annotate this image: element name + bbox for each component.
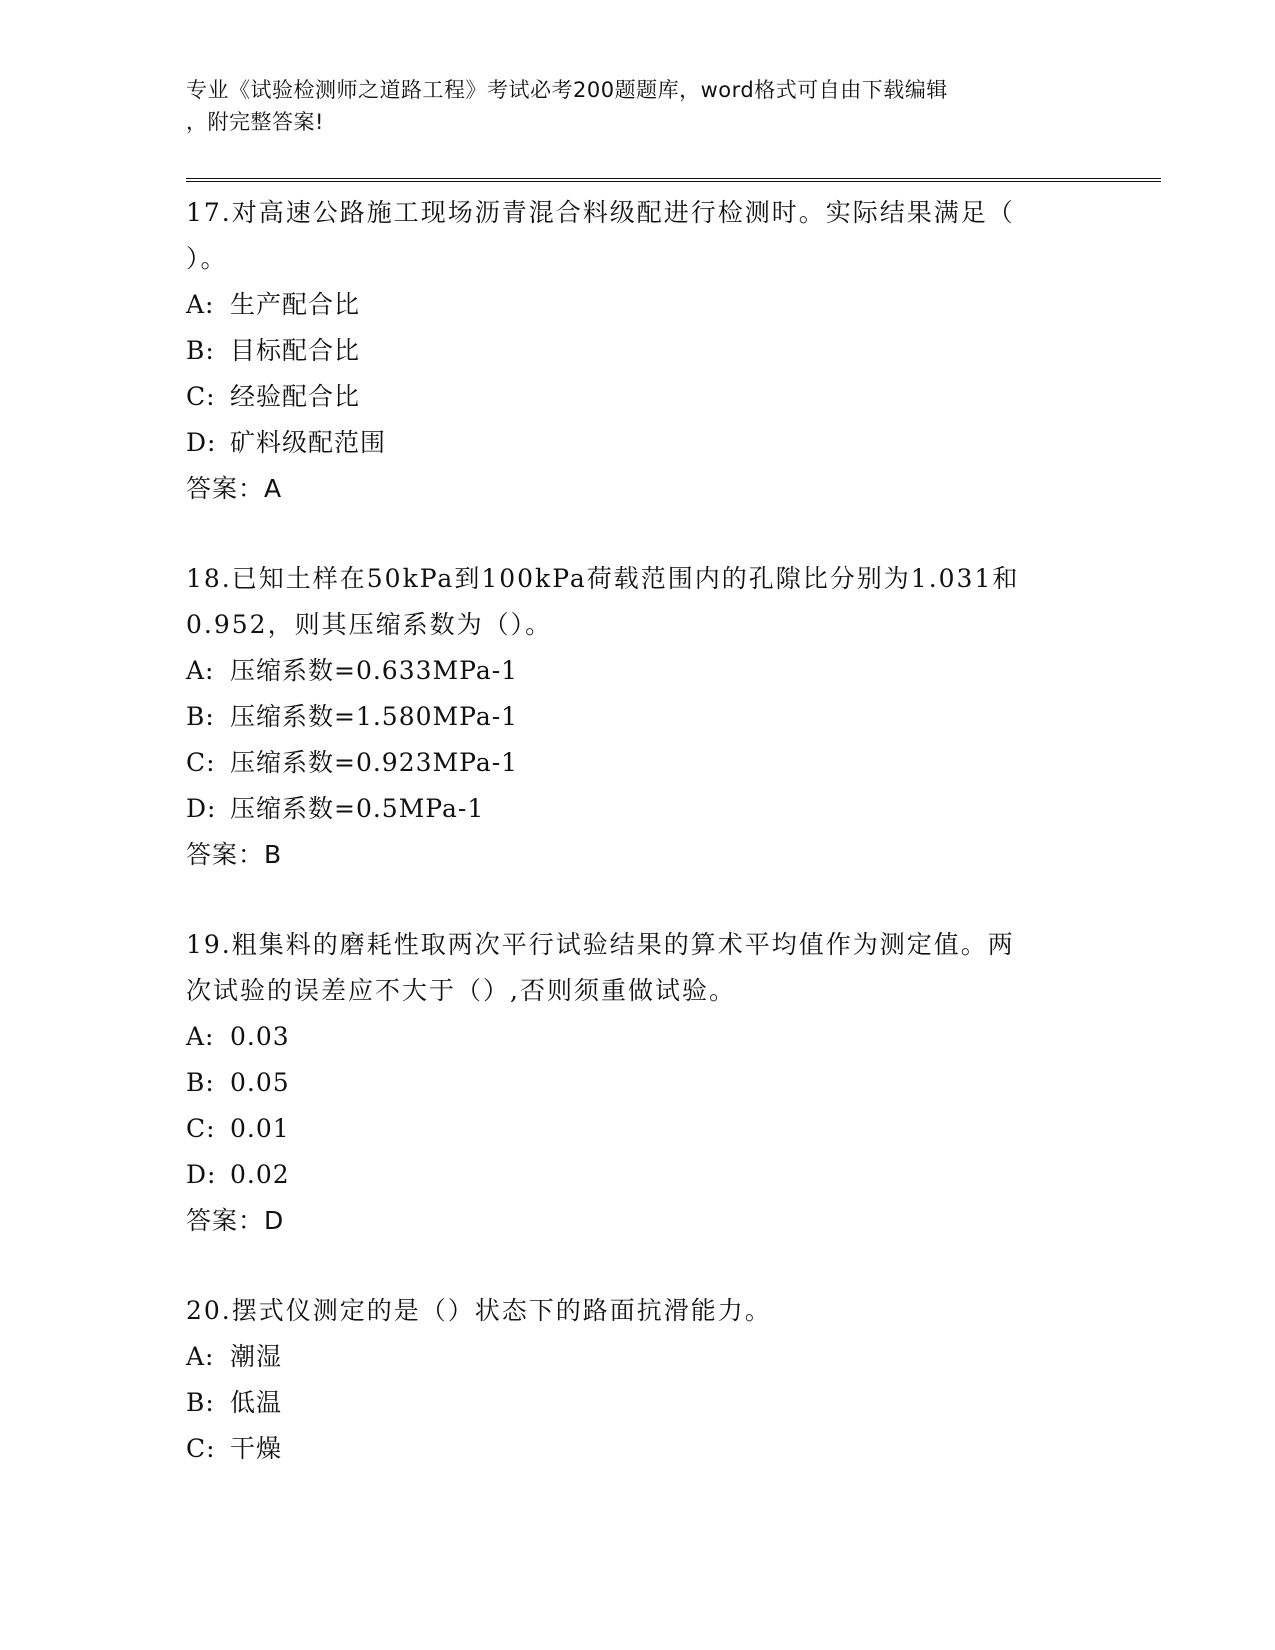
option-key: B: [186,1388,215,1417]
stem-line: 0.952，则其压缩系数为（）。 [186,610,553,639]
option-key: A: [186,1022,215,1051]
option-c [186,1106,1086,1152]
option-a [186,648,1086,694]
option-a [186,1334,1086,1380]
option-text: 0.02 [230,1160,290,1189]
option-text: 经验配合比 [230,382,361,411]
answer-line: 答案：A [186,474,283,503]
question-19 [186,922,1086,1244]
option-key: A: [186,656,215,685]
question-17 [186,190,1086,512]
option-a [186,1014,1086,1060]
question-stem [186,190,1086,282]
option-a [186,282,1086,328]
option-c [186,374,1086,420]
option-key: A: [186,290,215,319]
stem-line: 17.对高速公路施工现场沥青混合料级配进行检测时。实际结果满足（ [186,198,1015,227]
question-20 [186,1288,1086,1472]
option-text: 压缩系数=0.5MPa-1 [230,794,485,823]
option-key: D: [186,1160,217,1189]
option-text: 0.01 [230,1114,290,1143]
stem-line: 次试验的误差应不大于（）,否则须重做试验。 [186,976,736,1005]
double-rule-divider [186,178,1161,182]
answer-line: 答案：D [186,1206,285,1235]
option-text: 矿料级配范围 [230,428,387,457]
option-key: A: [186,1342,215,1371]
header-line-1: 专业《试验检测师之道路工程》考试必考200题题库，word格式可自由下载编辑 [186,78,948,102]
option-key: B: [186,336,215,365]
option-text: 0.05 [230,1068,290,1097]
option-key: C: [186,1114,216,1143]
option-text: 低温 [230,1388,283,1417]
question-stem [186,556,1086,648]
option-key: D: [186,428,217,457]
option-b [186,694,1086,740]
option-b [186,1060,1086,1106]
stem-line: 20.摆式仪测定的是（）状态下的路面抗滑能力。 [186,1296,772,1325]
option-key: D: [186,794,217,823]
option-key: C: [186,748,216,777]
option-key: B: [186,1068,215,1097]
document-header [186,74,1066,138]
option-key: C: [186,1434,216,1463]
option-b [186,328,1086,374]
option-key: B: [186,702,215,731]
option-key: C: [186,382,216,411]
question-stem [186,1288,1086,1334]
stem-line: 19.粗集料的磨耗性取两次平行试验结果的算术平均值作为测定值。两 [186,930,1015,959]
option-text: 压缩系数=0.633MPa-1 [230,656,519,685]
option-text: 生产配合比 [230,290,361,319]
header-line-2: ，附完整答案! [186,110,324,134]
question-18 [186,556,1086,878]
option-text: 目标配合比 [230,336,361,365]
stem-line: 18.已知土样在50kPa到100kPa荷载范围内的孔隙比分别为1.031和 [186,564,1020,593]
answer-line: 答案：B [186,840,283,869]
option-text: 0.03 [230,1022,290,1051]
option-text: 潮湿 [230,1342,283,1371]
option-d [186,420,1086,466]
question-list [186,190,1086,1516]
option-text: 压缩系数=0.923MPa-1 [230,748,519,777]
option-b [186,1380,1086,1426]
option-text: 压缩系数=1.580MPa-1 [230,702,519,731]
option-c [186,740,1086,786]
option-c [186,1426,1086,1472]
question-stem [186,922,1086,1014]
option-d [186,1152,1086,1198]
option-text: 干燥 [230,1434,283,1463]
option-d [186,786,1086,832]
stem-line: ）。 [186,244,228,273]
